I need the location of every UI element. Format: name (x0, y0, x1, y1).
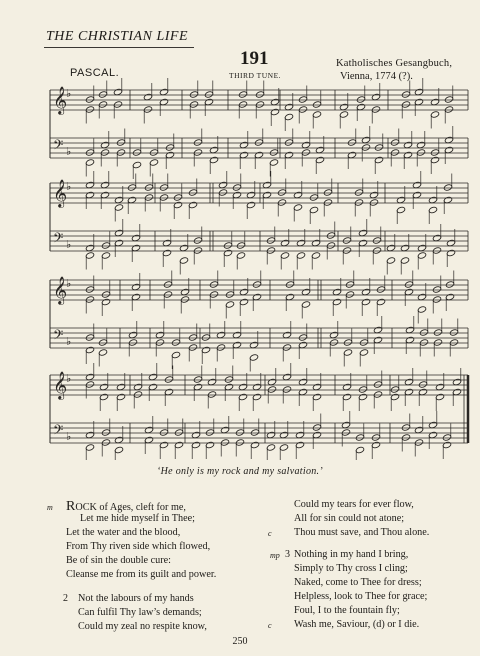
key-flat: ♭ (66, 335, 72, 348)
verse-number: 3 (285, 549, 290, 560)
key-flat: ♭ (66, 180, 72, 193)
dynamic-mark: c (268, 621, 272, 630)
bass-clef: 𝄢 (53, 327, 64, 346)
page-number: 250 (232, 636, 248, 647)
tune-variant: THIRD TUNE. (229, 71, 282, 80)
hymn-number: 191 (240, 48, 269, 69)
tune-name: PASCAL. (70, 67, 120, 79)
tune-source-date: Vienna, 1774 (?). (340, 71, 413, 82)
scripture-motto: ‘He only is my rock and my salvation.’ (157, 466, 323, 477)
dynamic-mark: mp (270, 551, 280, 560)
dynamic-mark: c (268, 529, 272, 538)
verse-line: Simply to Thy cross I cling; (294, 563, 408, 574)
verse-line: Foul, I to the fountain fly; (294, 605, 400, 616)
treble-clef: 𝄞 (53, 86, 68, 114)
verse-line: Nothing in my hand I bring, (294, 549, 409, 560)
treble-clef: 𝄞 (53, 276, 68, 304)
dynamic-mark: m (47, 503, 53, 512)
key-flat: ♭ (66, 87, 72, 100)
verse-line: Be of sin the double cure: (66, 555, 171, 566)
key-flat: ♭ (66, 238, 72, 251)
key-flat: ♭ (66, 145, 72, 158)
verse-line: Naked, come to Thee for dress; (294, 577, 422, 588)
bass-clef: 𝄢 (53, 422, 64, 441)
drop-cap: R (66, 499, 76, 514)
tune-source: Katholisches Gesangbuch, (336, 58, 453, 69)
bass-clef: 𝄢 (53, 137, 64, 156)
section-title: THE CHRISTIAN LIFE (46, 29, 188, 44)
verse-line: Not the labours of my hands (78, 593, 194, 604)
treble-clef: 𝄞 (53, 179, 68, 207)
key-flat: ♭ (66, 372, 72, 385)
key-flat: ♭ (66, 277, 72, 290)
verse-line: Thou must save, and Thou alone. (294, 527, 430, 538)
verse-line: All for sin could not atone; (294, 513, 405, 524)
verse-line: Cleanse me from its guilt and power. (66, 569, 217, 580)
treble-clef: 𝄞 (53, 371, 68, 399)
verse-line: ROCK of Ages, cleft for me, (66, 499, 186, 514)
verse-line: Could my zeal no respite know, (78, 621, 207, 632)
verse-line: Let me hide myself in Thee; (80, 513, 195, 524)
verse-line: Could my tears for ever flow, (294, 499, 414, 510)
verse-line: Can fulfil Thy law’s demands; (78, 607, 202, 618)
verse-number: 2 (63, 593, 68, 604)
verse-line: Helpless, look to Thee for grace; (294, 591, 428, 602)
verse-line: From Thy riven side which flowed, (66, 541, 211, 552)
verse-line: Wash me, Saviour, (d) or I die. (294, 619, 420, 630)
bass-clef: 𝄢 (53, 230, 64, 249)
key-flat: ♭ (66, 430, 72, 443)
verse-line: Let the water and the blood, (66, 527, 181, 538)
